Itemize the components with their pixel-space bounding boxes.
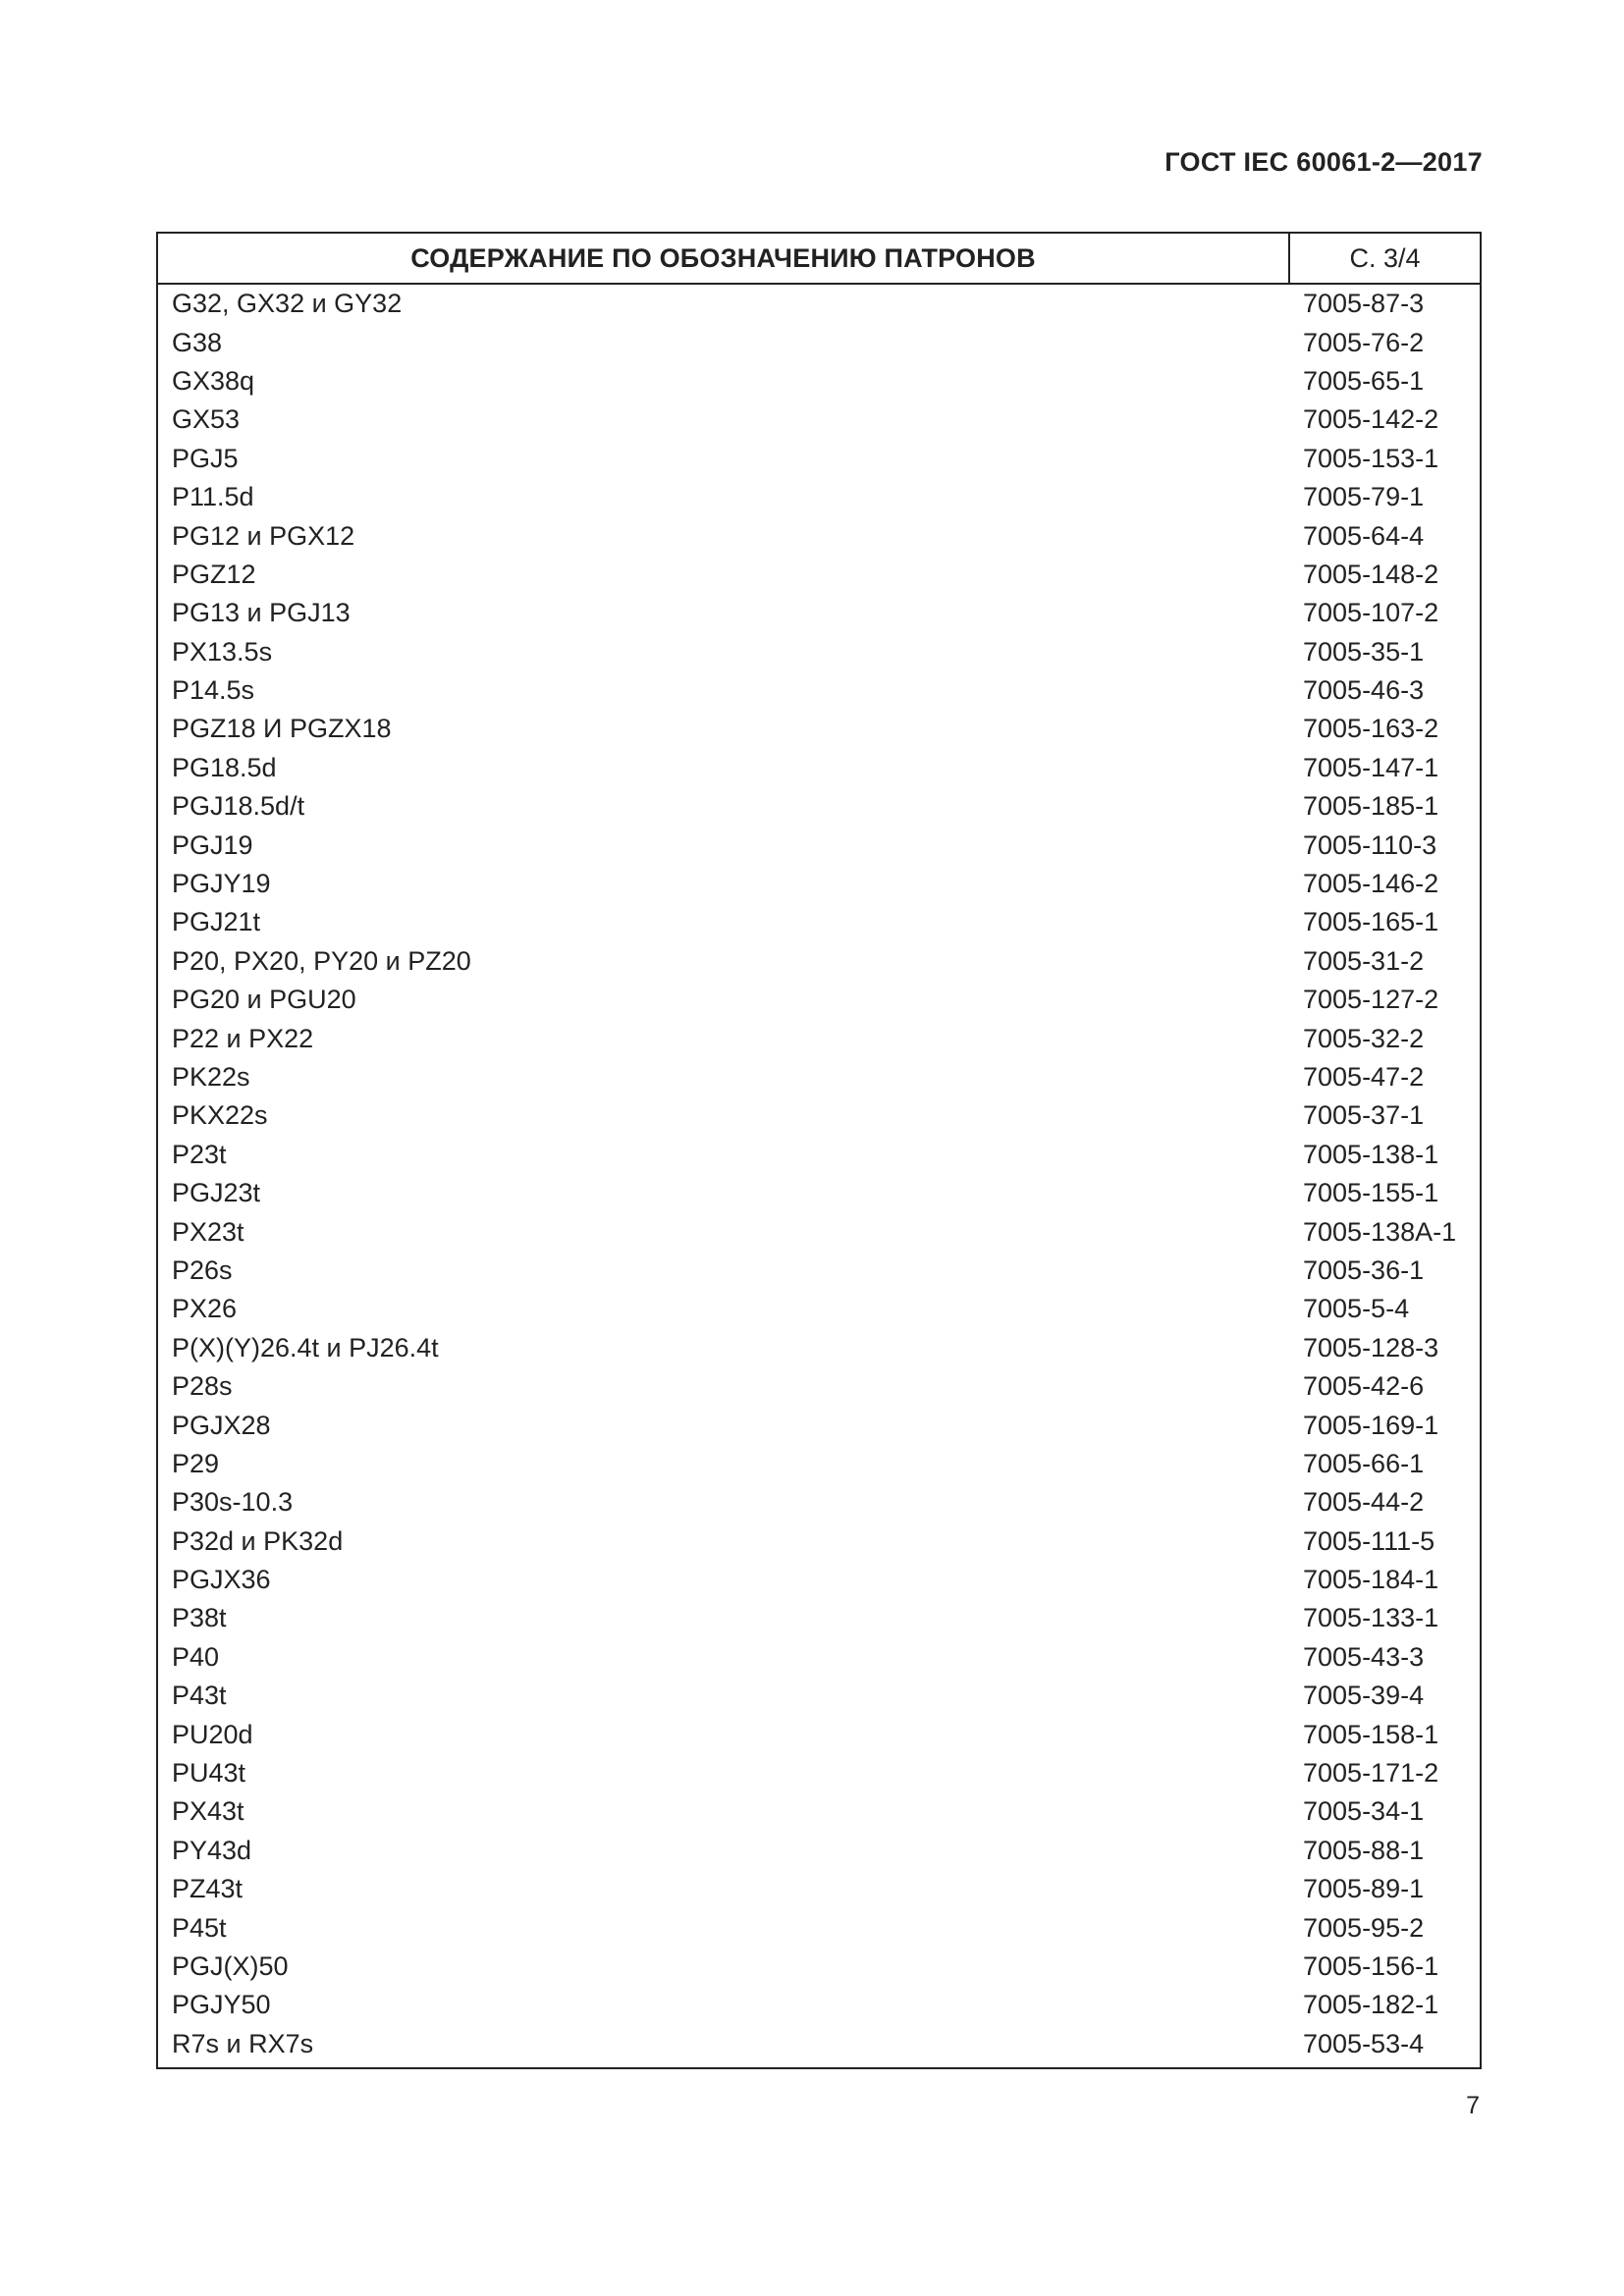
sheet-number: 7005-65-1	[1303, 365, 1425, 396]
cap-designation: P45t	[172, 1912, 227, 1943]
cap-designation: PG20 и PGU20	[172, 985, 356, 1015]
sheet-number: 7005-185-1	[1303, 791, 1439, 822]
cap-designation: PGJ19	[172, 829, 253, 860]
table-row	[158, 865, 1480, 903]
sheet-number: 7005-37-1	[1303, 1100, 1425, 1131]
cap-designation: PGJ21t	[172, 907, 261, 937]
cap-designation: G32, GX32 и GY32	[172, 289, 403, 319]
sheet-number: 7005-142-2	[1303, 404, 1439, 435]
sheet-number: 7005-138A-1	[1303, 1216, 1457, 1247]
cap-designation: PGZ18 И PGZX18	[172, 714, 392, 744]
cap-designation: P28s	[172, 1371, 233, 1402]
sheet-number: 7005-148-2	[1303, 559, 1439, 589]
cap-designation: P11.5d	[172, 482, 254, 512]
sheet-number: 7005-46-3	[1303, 675, 1425, 706]
table-row	[158, 1986, 1480, 2024]
table-row	[158, 1329, 1480, 1367]
sheet-number: 7005-156-1	[1303, 1950, 1439, 1981]
table-row	[158, 671, 1480, 710]
table-row	[158, 516, 1480, 555]
table-row	[158, 903, 1480, 941]
cap-designation: PGJ5	[172, 443, 239, 473]
document-code: ГОСТ IEC 60061-2—2017	[1164, 147, 1483, 177]
table-row	[158, 1096, 1480, 1135]
sheet-number: 7005-76-2	[1303, 327, 1425, 357]
cap-designation: P(X)(Y)26.4t и PJ26.4t	[172, 1332, 439, 1362]
table-row	[158, 1174, 1480, 1212]
table-row	[158, 1290, 1480, 1328]
cap-designation: PGJX36	[172, 1565, 271, 1595]
sheet-number: 7005-32-2	[1303, 1023, 1425, 1053]
table-row	[158, 1715, 1480, 1753]
cap-designation: G38	[172, 327, 223, 357]
sheet-number: 7005-35-1	[1303, 636, 1425, 667]
table-row	[158, 1638, 1480, 1677]
table-row	[158, 1870, 1480, 1908]
cap-designation: PX43t	[172, 1796, 244, 1827]
cap-designation: PG18.5d	[172, 752, 277, 782]
sheet-number: 7005-42-6	[1303, 1371, 1425, 1402]
cap-designation: P40	[172, 1641, 220, 1672]
sheet-number: 7005-169-1	[1303, 1410, 1439, 1440]
sheet-number: 7005-31-2	[1303, 945, 1425, 976]
sheet-number: 7005-95-2	[1303, 1912, 1425, 1943]
table-row	[158, 1058, 1480, 1096]
sheet-number: 7005-153-1	[1303, 443, 1439, 473]
sheet-number: 7005-111-5	[1303, 1525, 1435, 1556]
sheet-number: 7005-133-1	[1303, 1603, 1439, 1633]
cap-designation: PX26	[172, 1294, 238, 1324]
table-row	[158, 1599, 1480, 1637]
table-row	[158, 1792, 1480, 1831]
table-body	[158, 285, 1480, 2067]
table-row	[158, 1754, 1480, 1792]
table-row	[158, 362, 1480, 400]
table-row	[158, 749, 1480, 787]
table-row	[158, 1019, 1480, 1057]
table-row	[158, 1677, 1480, 1715]
table-row	[158, 400, 1480, 439]
table-row	[158, 1406, 1480, 1444]
cap-designation: PGZ12	[172, 559, 256, 589]
table-row	[158, 1445, 1480, 1483]
page-number: 7	[1466, 2092, 1480, 2119]
sheet-number: 7005-34-1	[1303, 1796, 1425, 1827]
table-row	[158, 285, 1480, 323]
table-row	[158, 981, 1480, 1019]
sheet-number: 7005-138-1	[1303, 1139, 1439, 1169]
cap-designation: PKX22s	[172, 1100, 268, 1131]
table-row	[158, 1136, 1480, 1174]
table-row	[158, 1948, 1480, 1986]
cap-designation: PX23t	[172, 1216, 244, 1247]
cap-designation: PG12 и PGX12	[172, 520, 355, 551]
cap-designation: PGJX28	[172, 1410, 271, 1440]
sheet-number: 7005-39-4	[1303, 1681, 1425, 1711]
cap-designation: PG13 и PGJ13	[172, 598, 351, 628]
sheet-number: 7005-64-4	[1303, 520, 1425, 551]
table-page-label: С. 3/4	[1349, 242, 1421, 273]
cap-designation: PU20d	[172, 1719, 253, 1749]
cap-designation: P23t	[172, 1139, 227, 1169]
cap-designation: P26s	[172, 1255, 233, 1285]
cap-designation: GX38q	[172, 365, 255, 396]
cap-designation: PU43t	[172, 1758, 246, 1789]
sheet-number: 7005-127-2	[1303, 985, 1439, 1015]
cap-designation: P32d и PK32d	[172, 1525, 344, 1556]
cap-designation: PGJ18.5d/t	[172, 791, 305, 822]
table-row	[158, 1522, 1480, 1561]
sheet-number: 7005-184-1	[1303, 1565, 1439, 1595]
table-row	[158, 323, 1480, 361]
sheet-number: 7005-163-2	[1303, 714, 1439, 744]
sheet-number: 7005-182-1	[1303, 1990, 1439, 2020]
cap-designation: PGJY50	[172, 1990, 271, 2020]
sheet-number: 7005-36-1	[1303, 1255, 1425, 1285]
cap-designation: P22 и PX22	[172, 1023, 314, 1053]
table-row	[158, 1252, 1480, 1290]
cap-designation: P38t	[172, 1603, 227, 1633]
cap-designation: PGJ23t	[172, 1178, 261, 1208]
table-row	[158, 556, 1480, 594]
table-row	[158, 1212, 1480, 1251]
table-row	[158, 440, 1480, 478]
cap-designation: P14.5s	[172, 675, 255, 706]
sheet-number: 7005-5-4	[1303, 1294, 1410, 1324]
cap-designation: R7s и RX7s	[172, 2028, 314, 2058]
table-row	[158, 710, 1480, 748]
cap-designation: PX13.5s	[172, 636, 273, 667]
sheet-number: 7005-47-2	[1303, 1062, 1425, 1092]
sheet-number: 7005-155-1	[1303, 1178, 1439, 1208]
table-row	[158, 633, 1480, 671]
table-row	[158, 1367, 1480, 1406]
table-row	[158, 594, 1480, 632]
cap-designation: P20, PX20, PY20 и PZ20	[172, 945, 471, 976]
cap-designation: GX53	[172, 404, 241, 435]
table-title: СОДЕРЖАНИЕ ПО ОБОЗНАЧЕНИЮ ПАТРОНОВ	[158, 234, 1290, 283]
sheet-number: 7005-87-3	[1303, 289, 1425, 319]
sheet-number: 7005-147-1	[1303, 752, 1439, 782]
sheet-number: 7005-171-2	[1303, 1758, 1439, 1789]
table-row	[158, 826, 1480, 864]
sheet-number: 7005-89-1	[1303, 1874, 1425, 1904]
sheet-number: 7005-44-2	[1303, 1487, 1425, 1518]
cap-designation: P30s-10.3	[172, 1487, 294, 1518]
sheet-number: 7005-158-1	[1303, 1719, 1439, 1749]
sheet-number: 7005-107-2	[1303, 598, 1439, 628]
table-row	[158, 787, 1480, 826]
cap-designation: PK22s	[172, 1062, 250, 1092]
sheet-number: 7005-43-3	[1303, 1641, 1425, 1672]
sheet-number: 7005-66-1	[1303, 1448, 1425, 1478]
table-row	[158, 2025, 1480, 2063]
table-row	[158, 1908, 1480, 1947]
table-row	[158, 1832, 1480, 1870]
contents-table	[156, 232, 1482, 2069]
sheet-number: 7005-53-4	[1303, 2028, 1425, 2058]
table-header	[158, 234, 1480, 285]
sheet-number: 7005-128-3	[1303, 1332, 1439, 1362]
cap-designation: PGJY19	[172, 869, 271, 899]
cap-designation: PZ43t	[172, 1874, 244, 1904]
cap-designation: PGJ(X)50	[172, 1950, 289, 1981]
table-row	[158, 478, 1480, 516]
table-row	[158, 1561, 1480, 1599]
sheet-number: 7005-146-2	[1303, 869, 1439, 899]
cap-designation: P29	[172, 1448, 220, 1478]
cap-designation: P43t	[172, 1681, 227, 1711]
sheet-number: 7005-165-1	[1303, 907, 1439, 937]
sheet-number: 7005-88-1	[1303, 1835, 1425, 1865]
table-row	[158, 1483, 1480, 1522]
sheet-number: 7005-110-3	[1303, 829, 1437, 860]
cap-designation: PY43d	[172, 1835, 252, 1865]
sheet-number: 7005-79-1	[1303, 482, 1425, 512]
table-row	[158, 942, 1480, 981]
